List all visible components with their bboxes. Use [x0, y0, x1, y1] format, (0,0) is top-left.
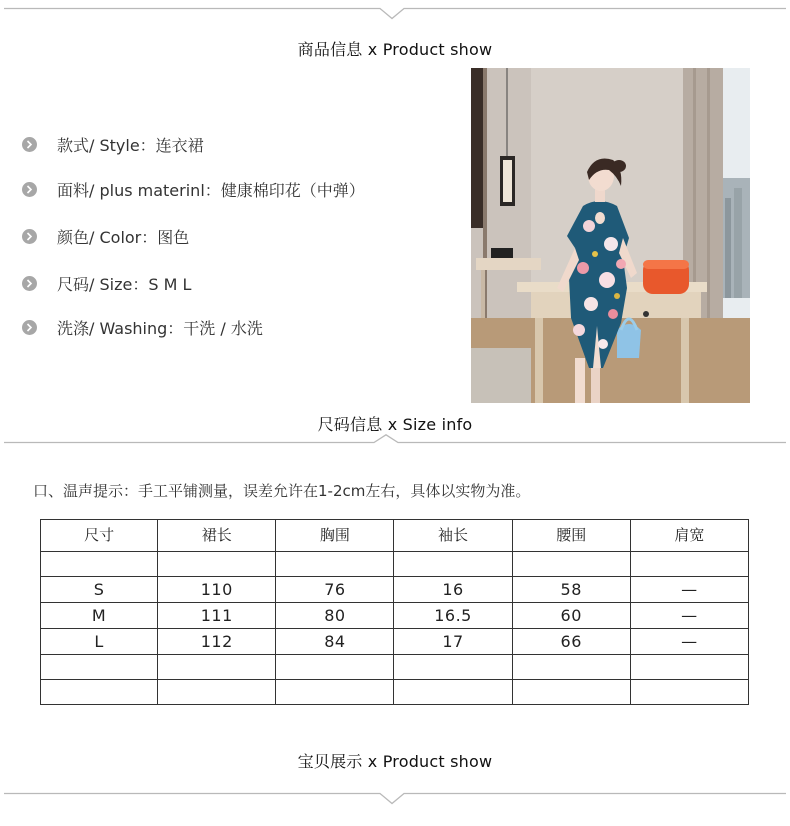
header-cell: 肩宽: [630, 520, 748, 552]
chevron-right-icon: [22, 137, 37, 152]
header-cell: 尺寸: [41, 520, 158, 552]
info-item-washing: [22, 315, 263, 339]
chevron-right-icon: [22, 320, 37, 335]
product-info-title: 商品信息 x Product show: [297, 40, 493, 59]
table-cell: [276, 552, 394, 577]
table-cell: [512, 552, 630, 577]
table-empty-row: [41, 552, 749, 577]
header-cell: 袖长: [394, 520, 512, 552]
table-cell: 80: [276, 603, 394, 629]
table-cell: 111: [158, 603, 276, 629]
table-cell: [41, 680, 158, 705]
table-cell: [276, 655, 394, 680]
table-cell: [276, 680, 394, 705]
header-cell: 裙长: [158, 520, 276, 552]
table-cell: 60: [512, 603, 630, 629]
table-cell: [41, 655, 158, 680]
product-show-title: 宝贝展示 x Product show: [297, 752, 493, 771]
info-item-text: 颜色/ Color：图色: [57, 227, 190, 247]
info-item-color: [22, 224, 189, 248]
table-cell: 110: [158, 577, 276, 603]
table-cell: 16: [394, 577, 512, 603]
table-cell: —: [630, 603, 748, 629]
chevron-right-icon: [22, 229, 37, 244]
table-cell: [394, 655, 512, 680]
chevron-right-icon: [22, 182, 37, 197]
info-item-style: [22, 132, 204, 156]
table-cell: 58: [512, 577, 630, 603]
table-cell: [630, 552, 748, 577]
table-cell: S: [41, 577, 158, 603]
table-cell: —: [630, 629, 748, 655]
bottom-divider: [4, 791, 786, 805]
table-cell: 76: [276, 577, 394, 603]
table-empty-row: [41, 655, 749, 680]
table-cell: [158, 552, 276, 577]
info-item-text: 尺码/ Size：S M L: [57, 274, 192, 294]
table-cell: [394, 552, 512, 577]
table-header-row: [41, 520, 749, 552]
table-cell: L: [41, 629, 158, 655]
table-cell: 112: [158, 629, 276, 655]
table-cell: 84: [276, 629, 394, 655]
table-cell: 17: [394, 629, 512, 655]
info-item-material: [22, 177, 365, 201]
header-cell: 胸围: [276, 520, 394, 552]
table-cell: [630, 655, 748, 680]
info-item-size: [22, 271, 191, 295]
table-cell: —: [630, 577, 748, 603]
table-cell: [512, 680, 630, 705]
table-row: [41, 603, 749, 629]
table-cell: [630, 680, 748, 705]
top-divider: [4, 6, 786, 20]
table-cell: 66: [512, 629, 630, 655]
table-cell: [512, 655, 630, 680]
table-empty-row: [41, 680, 749, 705]
chevron-right-icon: [22, 276, 37, 291]
table-cell: M: [41, 603, 158, 629]
table-cell: 16.5: [394, 603, 512, 629]
info-item-text: 洗涤/ Washing：干洗 / 水洗: [57, 318, 263, 338]
table-cell: [41, 552, 158, 577]
table-row: [41, 577, 749, 603]
measurement-note: 口、温声提示：手工平铺测量，误差允许在1-2cm左右，具体以实物为准。: [33, 482, 531, 500]
table-row: [41, 629, 749, 655]
header-cell: 腰围: [512, 520, 630, 552]
product-photo: [471, 68, 750, 403]
middle-divider: [4, 434, 786, 448]
table-cell: [158, 655, 276, 680]
table-cell: [394, 680, 512, 705]
info-item-text: 面料/ plus materinl：健康棉印花（中弹）: [57, 180, 365, 200]
table-cell: [158, 680, 276, 705]
info-item-text: 款式/ Style：连衣裙: [57, 135, 204, 155]
size-table: [40, 519, 749, 705]
size-info-title: 尺码信息 x Size info: [317, 415, 473, 434]
